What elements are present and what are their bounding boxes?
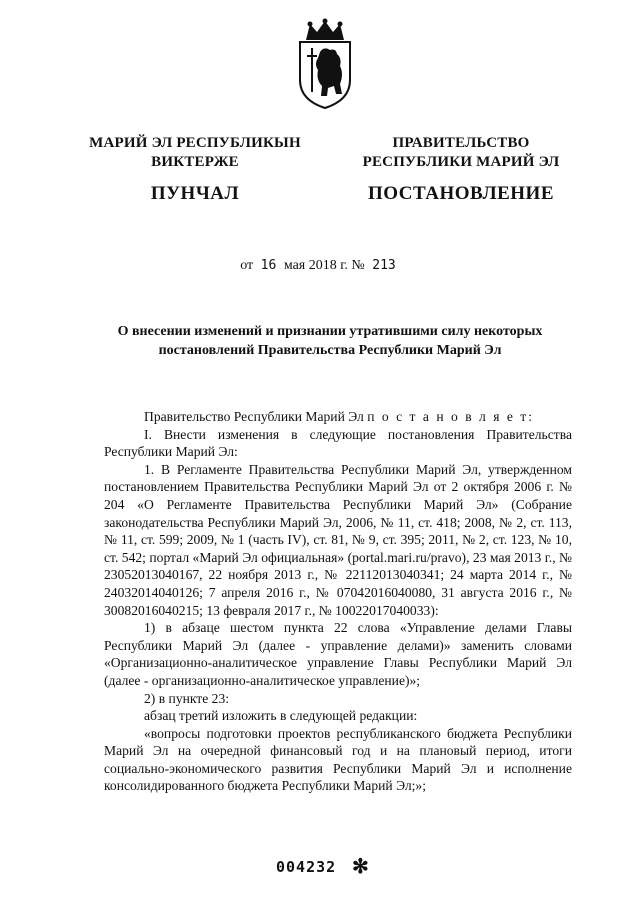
- asterisk-mark-icon: ✻: [352, 856, 369, 878]
- header-mari: [70, 134, 320, 203]
- date-day: 16: [260, 258, 277, 273]
- paragraph-3: 1) в абзаце шестом пункта 22 слова «Управление делами Главы Республики Марий Эл (далее - управление делами)» заменить словами «Организационно-аналитическое управление Главы Республики Марий Эл (далее - организационно-аналитическое управление)»;: [104, 620, 572, 688]
- paragraph-2: 1. В Регламенте Правительства Республики Марий Эл, утвержденном постановлением Правительства Республики Марий Эл от 2 октября 2006 г. № 204 «О Регламенте Правительства Республики Марий Эл» (Собрание законодательства Республики Марий Эл, 2006, № 11, ст. 418; 2008, № 2, ст. 113, № 11, ст. 599; 2009, № 1 (часть IV), ст. 81, № 9, ст. 395; 2011, № 2, ст. 123, № 10, ст. 542; портал «Марий Эл официальная» (portal.mari.ru/pravo), 23 мая 2013 г., № 23052013040167, 22 ноября 2013 г., № 22112013040341; 24 марта 2014 г., № 24032014040126; 7 апреля 2016 г., № 07042016040080, 31 августа 2016 г., № 30082016040215; 13 февраля 2017 г., № 10022017040033):: [104, 461, 572, 618]
- document-subject: [110, 322, 550, 360]
- paragraph-1: I. Внести изменения в следующие постановления Правительства Республики Марий Эл:: [104, 426, 572, 460]
- header-mari-line1: МАРИЙ ЭЛ РЕСПУБЛИКЫН: [89, 135, 301, 151]
- header-russian-title: ПОСТАНОВЛЕНИЕ: [367, 183, 555, 204]
- paragraph-4: 2) в пункте 23:: [144, 690, 230, 706]
- date-line: [0, 258, 640, 274]
- header-russian-line1: ПРАВИТЕЛЬСТВО: [392, 135, 530, 151]
- coat-of-arms-icon: [290, 18, 360, 110]
- intro-paragraph: [104, 408, 572, 426]
- intro-text: Правительство Республики Марий Эл: [144, 409, 364, 424]
- header-russian: [336, 134, 586, 203]
- document-body: [104, 408, 572, 795]
- paragraph-5: абзац третий изложить в следующей редакции:: [144, 708, 418, 724]
- date-month-year: мая 2018 г. №: [283, 258, 365, 273]
- header-mari-line2: ВИКТЕРЖЕ: [151, 154, 239, 170]
- paragraph-6: «вопросы подготовки проектов республиканского бюджета Республики Марий Эл на очередной финансовый год и на плановый период, итоги социально-экономического развития Республики Марий Эл и исполнение консолидированного бюджета Республики Марий Эл;»;: [104, 725, 572, 794]
- header-russian-line2: РЕСПУБЛИКИ МАРИЙ ЭЛ: [362, 154, 560, 170]
- subject-line2: постановлений Правительства Республики Марий Эл: [158, 343, 502, 358]
- header-mari-title: ПУНЧАЛ: [150, 183, 240, 204]
- date-prefix: от: [240, 258, 254, 273]
- intro-resolves: п о с т а н о в л я е т:: [367, 409, 534, 424]
- document-number: 213: [372, 258, 396, 273]
- subject-line1: О внесении изменений и признании утратившими силу некоторых: [117, 324, 543, 339]
- serial-number: 004232: [276, 858, 337, 876]
